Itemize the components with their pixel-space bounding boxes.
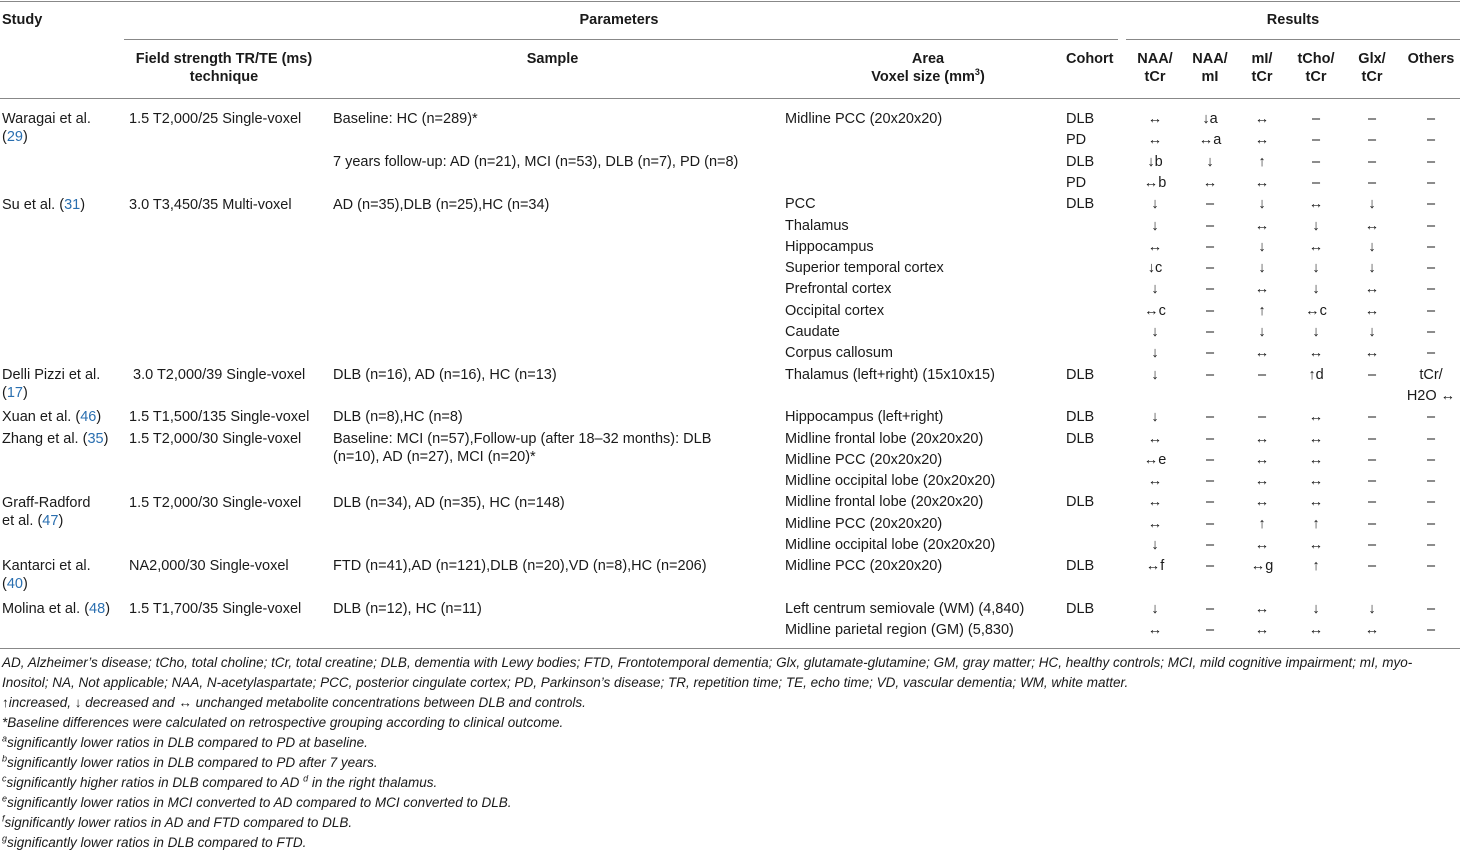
naa-mi-cell: – [1205, 324, 1215, 340]
others-cell: – [1426, 600, 1436, 617]
tcho-tcr-cell: ↓ [1312, 324, 1320, 340]
naa-tcr-cell: ↓ [1151, 409, 1159, 426]
cohort-cell: DLB [1066, 494, 1095, 511]
sample-text: DLB (n=16), AD (n=16), HC (n=13) [333, 367, 557, 383]
glx-tcr-cell: – [1367, 111, 1377, 127]
naa-tcr-cell: ↔ [1147, 494, 1163, 511]
naa-mi-cell: – [1205, 430, 1215, 447]
others-cell: – [1426, 302, 1436, 319]
glx-tcr-cell: – [1367, 537, 1377, 553]
naa-mi-cell: ↔ [1202, 174, 1218, 191]
footnote-abbreviations-1: AD, Alzheimer’s disease; tCho, total choline; tCr, total creatine; DLB, dementia with Lewy bodies; FTD, Frontotemporal dementia; Glx, glutamate-glutamine; GM, gray matter; HC, healthy controls; MCI, mild cognitive impairment; mI, myo- [2, 655, 1413, 670]
area-cell: Caudate [785, 324, 840, 340]
cohort-cell: PD [1066, 174, 1087, 191]
glx-tcr-cell: ↓ [1368, 600, 1376, 617]
mi-tcr-cell: ↔ [1254, 537, 1270, 553]
mi-tcr-cell: ↓ [1258, 238, 1266, 255]
others-cell: – [1426, 132, 1436, 149]
footnote-g: $^g$significantly lower ratios in DLB compared to FTD. [2, 833, 307, 850]
study-delli-pizzi: Delli Pizzi et al. (17) [2, 367, 101, 401]
glx-tcr-cell: ↔ [1364, 302, 1380, 319]
mi-tcr-cell: ↔ [1254, 494, 1270, 511]
study-graff-radford: Graff-Radford et al. (47) [2, 495, 91, 529]
naa-mi-cell: – [1205, 345, 1215, 362]
study-su: Su et al. (31) [2, 197, 86, 213]
tcho-tcr-cell: ↔ [1308, 409, 1324, 426]
field-strength: NA2,000/30 Single-voxel [129, 558, 289, 574]
others-cell: – [1426, 260, 1436, 277]
header-results: Results [1266, 12, 1320, 28]
glx-tcr-cell: – [1367, 430, 1377, 447]
cohort-cell: PD [1066, 132, 1087, 149]
tcho-tcr-cell: ↔ [1308, 622, 1324, 639]
naa-tcr-cell: ↔ [1147, 430, 1163, 447]
header-glx-tcr: Glx/ tCr [1358, 51, 1386, 85]
mi-tcr-cell: ↓ [1258, 324, 1266, 340]
tcho-tcr-cell: ↔c [1305, 302, 1327, 319]
others-cell: – [1426, 111, 1436, 127]
naa-tcr-cell: ↔e [1143, 451, 1167, 468]
naa-tcr-cell: ↔b [1143, 174, 1167, 191]
area-cell: Midline PCC (20x20x20) [785, 451, 943, 468]
mi-tcr-cell: ↔g [1250, 558, 1274, 575]
mi-tcr-cell: ↑ [1258, 302, 1266, 319]
cohort-cell: DLB [1066, 111, 1095, 127]
naa-mi-cell: – [1205, 260, 1215, 277]
field-strength: 1.5 T1,700/35 Single-voxel [129, 601, 302, 617]
cohort-cell: DLB [1066, 409, 1095, 426]
naa-mi-cell: – [1205, 473, 1215, 490]
glx-tcr-cell: – [1367, 451, 1377, 468]
area-cell: Midline PCC (20x20x20) [785, 515, 943, 532]
others-cell: – [1426, 494, 1436, 511]
header-field-strength: Field strength TR/TE (ms) technique [135, 51, 313, 85]
footnote-abbreviations-2: Inositol; NA, Not applicable; NAA, N-acetylaspartate; PCC, posterior cingulate cortex; PD, Parkinson’s disease; TR, repetition time; TE, echo time; VD, vascular dementia; WM, white matter. [2, 675, 1129, 690]
area-cell: Prefrontal cortex [785, 281, 892, 298]
others-cell: – [1426, 174, 1436, 191]
footnote-a: $^a$significantly lower ratios in DLB compared to PD at baseline. [2, 733, 368, 750]
glx-tcr-cell: ↓ [1368, 196, 1376, 213]
study-waragai: Waragai et al. (29) [2, 111, 91, 145]
glx-tcr-cell: – [1367, 153, 1377, 170]
table-bottom-rule [0, 648, 1460, 649]
naa-tcr-cell: ↓ [1151, 281, 1159, 298]
footnote-f: $^f$significantly lower ratios in AD and FTD compared to DLB. [2, 813, 353, 830]
others-cell: – [1426, 281, 1436, 298]
tcho-tcr-cell: – [1311, 153, 1321, 170]
header-naa-tcr: NAA/ tCr [1137, 51, 1173, 85]
field-strength: 1.5 T2,000/25 Single-voxel [129, 111, 302, 127]
naa-tcr-cell: ↓ [1151, 196, 1159, 213]
cohort-cell: DLB [1066, 196, 1095, 213]
header-mi-tcr: mI/ tCr [1251, 51, 1273, 85]
mi-tcr-cell: ↔ [1254, 174, 1270, 191]
study-molina: Molina et al. (48) [2, 601, 111, 617]
naa-mi-cell: – [1205, 494, 1215, 511]
naa-tcr-cell: ↔ [1147, 111, 1163, 127]
naa-mi-cell: – [1205, 451, 1215, 468]
others-cell: – [1426, 409, 1436, 426]
cohort-cell: DLB [1066, 600, 1095, 617]
naa-tcr-cell: ↓ [1151, 537, 1159, 553]
mi-tcr-cell: ↑ [1258, 515, 1266, 532]
header-bottom-rule [0, 98, 1460, 99]
naa-mi-cell: – [1205, 366, 1215, 383]
tcho-tcr-cell: – [1311, 111, 1321, 127]
mi-tcr-cell: ↓ [1258, 196, 1266, 213]
naa-tcr-cell: ↔c [1144, 302, 1166, 319]
top-rule [0, 1, 1460, 2]
others-cell: tCr/ [1419, 366, 1443, 383]
tcho-tcr-cell: ↔ [1308, 451, 1324, 468]
naa-mi-cell: – [1205, 409, 1215, 426]
glx-tcr-cell: ↔ [1364, 622, 1380, 639]
naa-tcr-cell: ↓ [1151, 217, 1159, 234]
naa-tcr-cell: ↔f [1145, 558, 1165, 575]
naa-tcr-cell: ↔ [1147, 622, 1163, 639]
others-cell: – [1426, 324, 1436, 340]
glx-tcr-cell: – [1367, 132, 1377, 149]
field-strength: 3.0 T2,000/39 Single-voxel [129, 367, 306, 383]
header-naa-mi: NAA/ mI [1192, 51, 1228, 85]
area-cell: Occipital cortex [785, 302, 885, 319]
naa-mi-cell: – [1205, 238, 1215, 255]
sample-text: Baseline: MCI (n=57),Follow-up (after 18–32 months): DLB (n=10), AD (n=27), MCI (n=20)* [333, 431, 712, 465]
naa-mi-cell: – [1205, 281, 1215, 298]
others-cell: – [1426, 622, 1436, 639]
area-cell: Superior temporal cortex [785, 260, 944, 277]
glx-tcr-cell: ↔ [1364, 345, 1380, 362]
area-cell: Midline frontal lobe (20x20x20) [785, 430, 984, 447]
naa-mi-cell: – [1205, 515, 1215, 532]
naa-tcr-cell: ↔ [1147, 515, 1163, 532]
mi-tcr-cell: ↔ [1254, 430, 1270, 447]
tcho-tcr-cell: ↔ [1308, 430, 1324, 447]
sample-text: Baseline: HC (n=289)* [333, 111, 478, 127]
others-cell: – [1426, 537, 1436, 553]
sample-text: DLB (n=34), AD (n=35), HC (n=148) [333, 495, 565, 511]
glx-tcr-cell: – [1367, 515, 1377, 532]
others-cell: – [1426, 451, 1436, 468]
glx-tcr-cell: ↓ [1368, 324, 1376, 340]
sample-text: FTD (n=41),AD (n=121),DLB (n=20),VD (n=8),HC (n=206) [333, 558, 707, 574]
others-cell: – [1426, 558, 1436, 575]
glx-tcr-cell: ↔ [1364, 281, 1380, 298]
area-cell: Midline frontal lobe (20x20x20) [785, 494, 984, 511]
sample-text: DLB (n=12), HC (n=11) [333, 601, 482, 617]
tcho-tcr-cell: ↑ [1312, 558, 1320, 575]
glx-tcr-cell: – [1367, 409, 1377, 426]
naa-tcr-cell: ↔ [1147, 238, 1163, 255]
tcho-tcr-cell: ↔ [1308, 196, 1324, 213]
area-cell: Midline PCC (20x20x20) [785, 558, 943, 575]
glx-tcr-cell: – [1367, 366, 1377, 383]
mi-tcr-cell: ↔ [1254, 281, 1270, 298]
cohort-cell: DLB [1066, 558, 1095, 575]
naa-mi-cell: – [1205, 196, 1215, 213]
naa-tcr-cell: ↓c [1147, 260, 1163, 277]
naa-tcr-cell: ↓ [1151, 345, 1159, 362]
field-strength: 3.0 T3,450/35 Multi-voxel [129, 197, 292, 213]
naa-mi-cell: – [1205, 622, 1215, 639]
mi-tcr-cell: ↔ [1254, 600, 1270, 617]
tcho-tcr-cell: ↔ [1308, 238, 1324, 255]
header-tcho-tcr: tCho/ tCr [1297, 51, 1335, 85]
others-cell: – [1426, 238, 1436, 255]
field-strength: 1.5 T2,000/30 Single-voxel [129, 495, 302, 511]
area-cell: Midline PCC (20x20x20) [785, 111, 943, 127]
tcho-tcr-cell: ↔ [1308, 473, 1324, 490]
parameters-rule [124, 39, 1118, 40]
mi-tcr-cell: – [1257, 409, 1267, 426]
study-zhang: Zhang et al. (35) [2, 431, 109, 447]
mi-tcr-cell: ↔ [1254, 473, 1270, 490]
mi-tcr-cell: ↔ [1254, 622, 1270, 639]
cohort-cell: DLB [1066, 366, 1095, 383]
tcho-tcr-cell: ↓ [1312, 217, 1320, 234]
naa-tcr-cell: ↓ [1151, 600, 1159, 617]
glx-tcr-cell: ↓ [1368, 260, 1376, 277]
area-cell: Midline occipital lobe (20x20x20) [785, 473, 996, 490]
sample-text: DLB (n=8),HC (n=8) [333, 409, 463, 425]
field-strength: 1.5 T1,500/135 Single-voxel [129, 409, 310, 425]
naa-mi-cell: – [1205, 537, 1215, 553]
mi-tcr-cell: – [1257, 366, 1267, 383]
naa-tcr-cell: ↓b [1147, 153, 1163, 170]
area-cell: Hippocampus [785, 238, 874, 255]
others-cell: – [1426, 473, 1436, 490]
area-cell: Thalamus (left+right) (15x10x15) [785, 366, 995, 383]
tcho-tcr-cell: ↔ [1308, 494, 1324, 511]
cohort-cell: DLB [1066, 430, 1095, 447]
others-cell: – [1426, 217, 1436, 234]
naa-mi-cell: – [1205, 217, 1215, 234]
glx-tcr-cell: – [1367, 494, 1377, 511]
tcho-tcr-cell: ↑ [1312, 515, 1320, 532]
footnote-e: $^e$significantly lower ratios in MCI converted to AD compared to MCI converted to DLB. [2, 793, 512, 810]
study-xuan: Xuan et al. (46) [2, 409, 102, 425]
tcho-tcr-cell: – [1311, 132, 1321, 149]
footnote-b: $^b$significantly lower ratios in DLB compared to PD after 7 years. [2, 753, 378, 770]
naa-tcr-cell: ↔ [1147, 132, 1163, 149]
cohort-cell: DLB [1066, 153, 1095, 170]
glx-tcr-cell: ↓ [1368, 238, 1376, 255]
naa-mi-cell: – [1205, 558, 1215, 575]
field-strength: 1.5 T2,000/30 Single-voxel [129, 431, 302, 447]
others-cell: – [1426, 345, 1436, 362]
study-kantarci: Kantarci et al. (40) [2, 558, 91, 592]
area-cell: Left centrum semiovale (WM) (4,840) [785, 600, 1025, 617]
mi-tcr-cell: ↔ [1254, 111, 1270, 127]
mi-tcr-cell: ↔ [1254, 451, 1270, 468]
area-cell: Hippocampus (left+right) [785, 409, 944, 426]
results-rule [1126, 39, 1460, 40]
header-area: Area Voxel size $(mm^3)$ [871, 51, 985, 85]
mi-tcr-cell: ↔ [1254, 217, 1270, 234]
mi-tcr-cell: ↑ [1258, 153, 1266, 170]
glx-tcr-cell: ↔ [1364, 217, 1380, 234]
mi-tcr-cell: ↓ [1258, 260, 1266, 277]
others-cell: – [1426, 515, 1436, 532]
sample-text: AD (n=35),DLB (n=25),HC (n=34) [333, 197, 550, 213]
tcho-tcr-cell: ↓ [1312, 600, 1320, 617]
header-parameters: Parameters [579, 12, 659, 28]
footnote-arrows: ↑increased, ↓ decreased and ↔ unchanged metabolite concentrations between DLB and controls. [2, 695, 586, 710]
area-cell: Midline parietal region (GM) (5,830) [785, 622, 1014, 639]
naa-mi-cell: ↔a [1198, 132, 1222, 149]
tcho-tcr-cell: ↔ [1308, 537, 1324, 553]
others-cell: – [1426, 430, 1436, 447]
others-cell: – [1426, 153, 1436, 170]
sample-text: 7 years follow-up: AD (n=21), MCI (n=53), DLB (n=7), PD (n=8) [333, 154, 739, 170]
mi-tcr-cell: ↔ [1254, 345, 1270, 362]
others-cell: H2O ↔ [1406, 387, 1456, 404]
area-cell: Corpus callosum [785, 345, 893, 362]
header-cohort: Cohort [1066, 51, 1114, 67]
naa-mi-cell: – [1205, 600, 1215, 617]
tcho-tcr-cell: ↑d [1308, 366, 1324, 383]
glx-tcr-cell: – [1367, 473, 1377, 490]
others-cell: – [1426, 196, 1436, 213]
tcho-tcr-cell: – [1311, 174, 1321, 191]
area-cell: PCC [785, 196, 816, 213]
area-cell: Midline occipital lobe (20x20x20) [785, 537, 996, 553]
mi-tcr-cell: ↔ [1254, 132, 1270, 149]
glx-tcr-cell: – [1367, 558, 1377, 575]
naa-mi-cell: – [1205, 302, 1215, 319]
footnote-star: *Baseline differences were calculated on retrospective grouping according to clinical outcome. [2, 715, 564, 730]
footnote-c-d: $^c$significantly higher ratios in DLB compared to AD $^d$ in the right thalamus. [2, 773, 438, 790]
tcho-tcr-cell: ↔ [1308, 345, 1324, 362]
header-others: Others [1407, 51, 1455, 67]
naa-tcr-cell: ↔ [1147, 473, 1163, 490]
naa-tcr-cell: ↓ [1151, 324, 1159, 340]
tcho-tcr-cell: ↓ [1312, 260, 1320, 277]
header-sample: Sample [526, 51, 579, 67]
header-study: Study [2, 12, 43, 28]
glx-tcr-cell: – [1367, 174, 1377, 191]
naa-mi-cell: ↓a [1202, 111, 1218, 127]
area-cell: Thalamus [785, 217, 849, 234]
tcho-tcr-cell: ↓ [1312, 281, 1320, 298]
naa-mi-cell: ↓ [1206, 153, 1214, 170]
naa-tcr-cell: ↓ [1151, 366, 1159, 383]
